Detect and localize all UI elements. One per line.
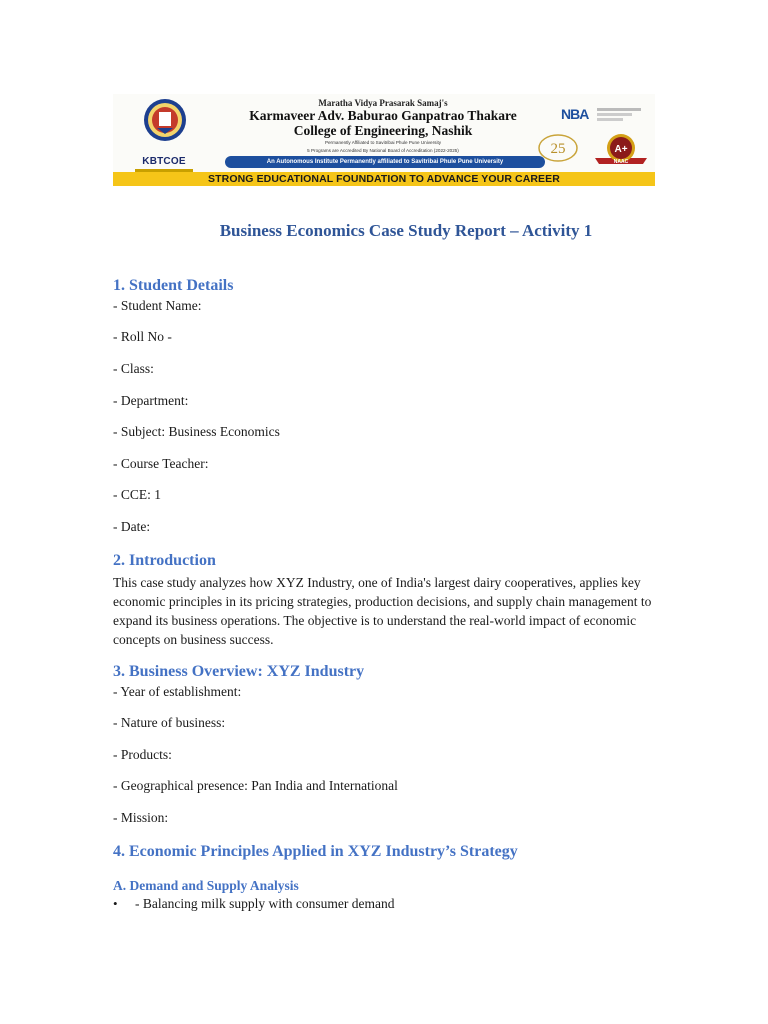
affiliation-line2: 5 Programs are Accredited By National Board of Accreditation (2022-2025) — [307, 148, 459, 153]
society-name: Maratha Vidya Prasarak Samaj's — [318, 98, 448, 108]
nature-of-business-field: - Nature of business: — [113, 715, 226, 730]
products-field: - Products: — [113, 747, 172, 762]
college-info — [223, 96, 543, 154]
department-field: - Department: — [113, 393, 189, 408]
geographical-presence-field: - Geographical presence: Pan India and International — [113, 778, 398, 793]
student-name-field: - Student Name: — [113, 298, 202, 313]
cce-field: - CCE: 1 — [113, 487, 162, 502]
year-of-establishment-field: - Year of establishment: — [113, 684, 242, 699]
document-title: Business Economics Case Study Report – Activity 1 — [219, 221, 593, 240]
bullet-item: - Balancing milk supply with consumer demand — [135, 896, 395, 911]
class-field: - Class: — [113, 361, 154, 376]
section-heading-economic-principles: 4. Economic Principles Applied in XYZ Industry’s Strategy — [113, 843, 518, 860]
subject-field: - Subject: Business Economics — [113, 424, 280, 439]
course-teacher-field: - Course Teacher: — [113, 456, 209, 471]
naac-grade: A+ — [614, 144, 628, 155]
silver-jubilee-icon — [538, 134, 578, 162]
roll-no-field: - Roll No - — [113, 329, 172, 344]
naac-badge-icon — [591, 132, 651, 168]
mission-field: - Mission: — [113, 810, 169, 825]
subheading-demand-supply: A. Demand and Supply Analysis — [113, 878, 299, 893]
banner-strip: STRONG EDUCATIONAL FOUNDATION TO ADVANCE YOUR CAREER — [113, 172, 655, 186]
section-heading-business-overview: 3. Business Overview: XYZ Industry — [113, 663, 365, 680]
college-name-line1: Karmaveer Adv. Baburao Ganpatrao Thakare — [249, 108, 517, 123]
date-field: - Date: — [113, 519, 151, 534]
nba-note — [597, 108, 641, 121]
college-name-line2: College of Engineering, Nashik — [293, 123, 473, 138]
bullet-marker: • — [113, 896, 118, 911]
naac-label: NAAC — [613, 159, 629, 165]
section-heading-student-details: 1. Student Details — [113, 277, 234, 294]
nba-logo: NBA — [561, 106, 589, 122]
college-emblem-icon — [143, 98, 187, 142]
silver-number: 25 — [550, 141, 566, 157]
logo-text: KBTCOE — [142, 156, 186, 167]
affiliation-line1: Permanently Affiliated to Savitribai Phule Pune University — [324, 140, 442, 145]
college-banner — [113, 94, 655, 186]
banner-header — [113, 94, 655, 172]
college-logo — [131, 98, 197, 172]
introduction-paragraph: This case study analyzes how XYZ Industry, one of India's largest dairy cooperatives, applies key economic principles in its pricing strategies, production decisions, and supply chain management to expand its business operations. The objective is to understand the real-world impact of economic concepts on business success. — [113, 575, 652, 647]
section-heading-introduction: 2. Introduction — [113, 552, 216, 569]
autonomous-tag: An Autonomous Institute Permanently affiliated to Savitribai Phule Pune University — [225, 156, 545, 168]
